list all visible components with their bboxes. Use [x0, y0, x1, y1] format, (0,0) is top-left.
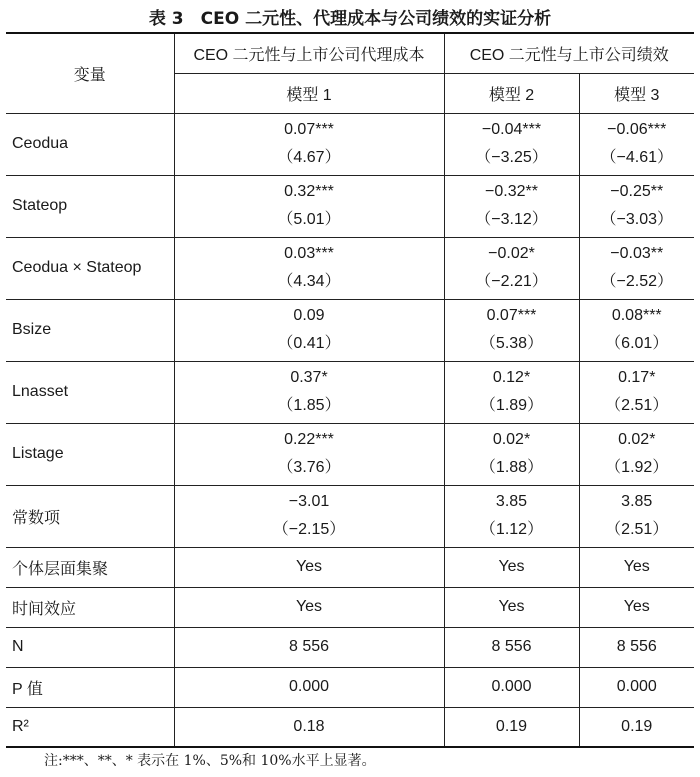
row-label: Ceodua × Stateop: [6, 237, 174, 299]
coefficient: −0.02*: [488, 245, 535, 262]
t-statistic: （2.51）: [605, 397, 669, 414]
row-label: 个体层面集聚: [6, 547, 174, 587]
model-2-cell: [444, 423, 579, 485]
model-2-cell: [444, 113, 579, 175]
row-label: R²: [6, 707, 174, 747]
model-3-cell: [579, 237, 694, 299]
t-statistic: （5.01）: [277, 211, 341, 228]
header-model-1: 模型 1: [174, 73, 444, 113]
t-statistic: （6.01）: [605, 335, 669, 352]
t-statistic: （5.38）: [479, 335, 544, 352]
table-row: [6, 485, 694, 547]
model-1-cell: [174, 485, 444, 547]
row-label: 时间效应: [6, 587, 174, 627]
model-1-cell: 0.18: [174, 707, 444, 747]
table-row: [6, 175, 694, 237]
coefficient: 0.37*: [290, 369, 328, 386]
row-label: P 值: [6, 667, 174, 707]
t-statistic: （−4.61）: [600, 149, 673, 166]
table-row: [6, 361, 694, 423]
header-model-2: 模型 2: [444, 73, 579, 113]
model-1-cell: Yes: [174, 587, 444, 627]
model-3-cell: [579, 423, 694, 485]
coefficient: 0.02*: [492, 431, 531, 448]
t-statistic: （−3.03）: [600, 211, 673, 228]
t-statistic: （−3.12）: [475, 211, 548, 228]
row-label: 常数项: [6, 485, 174, 547]
table-note: 注:***、**、* 表示在 1%、5%和 10%水平上显著。: [44, 753, 376, 769]
t-statistic: （1.85）: [277, 397, 341, 414]
model-2-cell: 0.000: [444, 667, 579, 707]
model-3-cell: [579, 113, 694, 175]
coefficient: 0.08***: [611, 307, 662, 324]
t-statistic: （−2.21）: [475, 273, 548, 290]
coefficient: 0.32***: [284, 183, 334, 200]
model-1-cell: 0.000: [174, 667, 444, 707]
model-2-cell: 8 556: [444, 627, 579, 667]
t-statistic: （1.88）: [479, 459, 544, 476]
model-1-cell: 8 556: [174, 627, 444, 667]
table-row: [6, 113, 694, 175]
table-row: [6, 587, 694, 627]
model-1-cell: [174, 423, 444, 485]
t-statistic: （1.89）: [479, 397, 544, 414]
header-performance: CEO 二元性与上市公司绩效: [444, 33, 694, 73]
coefficient: −3.01: [288, 493, 330, 510]
header-agency-cost: CEO 二元性与上市公司代理成本: [174, 33, 444, 73]
model-2-cell: Yes: [444, 547, 579, 587]
model-2-cell: 0.19: [444, 707, 579, 747]
model-1-cell: Yes: [174, 547, 444, 587]
coefficient: −0.25**: [610, 183, 664, 200]
coefficient: −0.04***: [481, 121, 542, 138]
t-statistic: （3.76）: [277, 459, 341, 476]
model-3-cell: [579, 485, 694, 547]
table-title: 表 3 CEO 二元性、代理成本与公司绩效的实证分析: [148, 9, 552, 29]
model-2-cell: [444, 299, 579, 361]
table-row: [6, 547, 694, 587]
row-label: Stateop: [6, 175, 174, 237]
model-2-cell: [444, 175, 579, 237]
coefficient: 0.12*: [492, 369, 531, 386]
coefficient: 0.17*: [618, 369, 656, 386]
coefficient: −0.06***: [607, 121, 667, 138]
coefficient: 0.07***: [486, 307, 537, 324]
t-statistic: （−2.52）: [600, 273, 673, 290]
coefficient: −0.32**: [485, 183, 538, 200]
coefficient: 0.03***: [284, 245, 334, 262]
coefficient: 3.85: [621, 493, 653, 510]
model-3-cell: 8 556: [579, 627, 694, 667]
coefficient: 0.09: [293, 307, 325, 324]
coefficient: −0.03**: [610, 245, 664, 262]
t-statistic: （−3.25）: [475, 149, 548, 166]
t-statistic: （2.51）: [605, 521, 669, 538]
row-label: Bsize: [6, 299, 174, 361]
model-1-cell: [174, 361, 444, 423]
table-row: [6, 423, 694, 485]
table-row: [6, 299, 694, 361]
header-variable: 变量: [6, 33, 174, 113]
model-1-cell: [174, 299, 444, 361]
model-3-cell: Yes: [579, 587, 694, 627]
row-label: Listage: [6, 423, 174, 485]
table-row: [6, 237, 694, 299]
t-statistic: （0.41）: [277, 335, 341, 352]
model-3-cell: [579, 299, 694, 361]
coefficient: 0.07***: [284, 121, 334, 138]
row-label: Lnasset: [6, 361, 174, 423]
regression-table: [6, 32, 694, 748]
t-statistic: （−2.15）: [272, 521, 346, 538]
coefficient: 3.85: [495, 493, 528, 510]
model-3-cell: 0.19: [579, 707, 694, 747]
model-2-cell: Yes: [444, 587, 579, 627]
model-3-cell: [579, 361, 694, 423]
t-statistic: （4.67）: [277, 149, 341, 166]
model-1-cell: [174, 113, 444, 175]
coefficient: 0.22***: [284, 431, 334, 448]
table-row: [6, 627, 694, 667]
row-label: Ceodua: [6, 113, 174, 175]
model-3-cell: Yes: [579, 547, 694, 587]
model-2-cell: [444, 237, 579, 299]
table-row: [6, 667, 694, 707]
model-3-cell: [579, 175, 694, 237]
model-1-cell: [174, 175, 444, 237]
model-2-cell: [444, 485, 579, 547]
table-row: [6, 707, 694, 747]
model-3-cell: 0.000: [579, 667, 694, 707]
row-label: N: [6, 627, 174, 667]
t-statistic: （4.34）: [277, 273, 341, 290]
coefficient: 0.02*: [618, 431, 656, 448]
model-1-cell: [174, 237, 444, 299]
header-model-3: 模型 3: [579, 73, 694, 113]
t-statistic: （1.12）: [479, 521, 544, 538]
t-statistic: （1.92）: [605, 459, 669, 476]
model-2-cell: [444, 361, 579, 423]
